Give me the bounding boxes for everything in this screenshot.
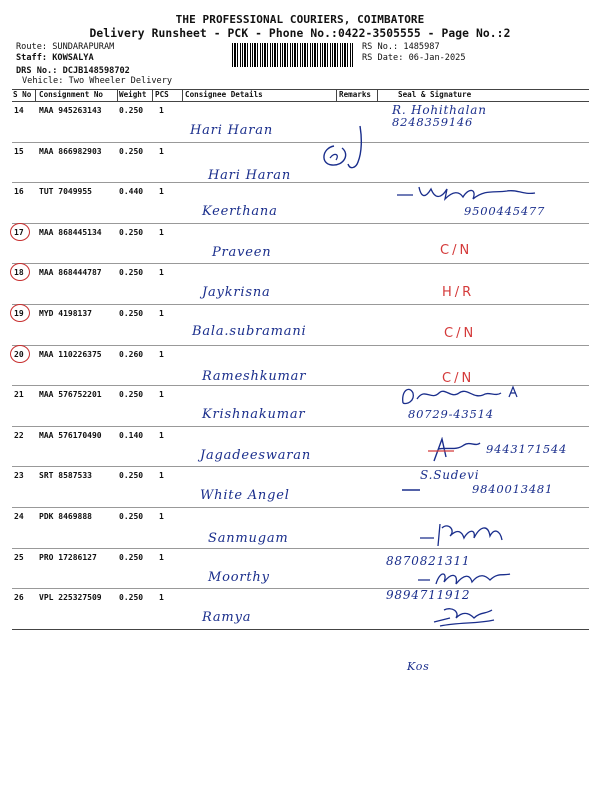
row-pcs: 1 — [159, 349, 164, 359]
row-pcs: 1 — [159, 593, 164, 603]
col-header-sno: S No — [13, 90, 32, 99]
row-pcs: 1 — [159, 106, 164, 115]
red-circle-mark — [10, 263, 30, 281]
row-sno: 17 — [14, 228, 24, 237]
row-sno: 16 — [14, 187, 24, 197]
row-sno: 15 — [14, 146, 24, 156]
rs-no-value: 1485987 — [403, 42, 440, 52]
row-weight: 0.250 — [119, 471, 144, 481]
row-consignment: MAA 576752201 — [39, 390, 102, 400]
row-sno: 19 — [14, 309, 24, 318]
col-header-consignment: Consignment No — [39, 90, 104, 99]
row-pcs: 1 — [159, 430, 164, 440]
route-line: Route: SUNDARAPURAM — [16, 42, 115, 52]
row-consignment: PRO 17286127 — [39, 552, 97, 562]
row-weight: 0.250 — [119, 309, 144, 318]
staff-line: Staff: KOWSALYA — [16, 53, 94, 63]
vehicle-value: Two Wheeler Delivery — [68, 76, 173, 86]
row-seal-status-mark: C/N — [440, 242, 473, 258]
red-circle-mark — [10, 304, 30, 322]
rs-no-line: RS No.: 1485987 — [362, 42, 440, 52]
col-header-seal: Seal & Signature — [398, 90, 472, 99]
signature-row24-icon — [418, 520, 508, 550]
row-consignment: MAA 110226375 — [39, 349, 102, 359]
signature-row22-icon — [424, 437, 484, 463]
row-consignee-handwritten: Sanmugam — [208, 531, 289, 546]
row-seal-phone: 9443171544 — [486, 441, 568, 456]
row-sno: 21 — [14, 390, 24, 400]
row-sno: 24 — [14, 512, 24, 521]
drs-value: DCJB148598702 — [62, 66, 130, 76]
row-consignee-handwritten: Moorthy — [208, 569, 270, 585]
row-pcs: 1 — [159, 227, 164, 237]
row-weight: 0.250 — [119, 146, 144, 156]
row-consignee-handwritten: White Angel — [200, 488, 290, 504]
col-header-weight: Weight — [119, 90, 147, 99]
row-weight: 0.260 — [119, 349, 144, 359]
row-seal-status-mark: C/N — [444, 326, 477, 341]
col-header-consignee: Consignee Details — [185, 90, 263, 99]
row-consignee-handwritten: Jaykrisna — [202, 285, 271, 301]
row-weight: 0.250 — [119, 268, 144, 278]
row-consignment: MAA 866982903 — [39, 146, 102, 156]
row-consignee-handwritten: Jagadeeswaran — [200, 447, 312, 463]
row-consignment: SRT 8587533 — [39, 471, 92, 481]
row-consignment: MAA 945263143 — [39, 106, 102, 115]
row-weight: 0.250 — [119, 512, 144, 521]
row-pcs: 1 — [159, 390, 164, 400]
row-consignment: MYD 4198137 — [39, 309, 92, 318]
row-consignee-handwritten: Rameshkumar — [202, 368, 307, 384]
rs-date-value: 06-Jan-2025 — [408, 53, 466, 63]
row-weight: 0.250 — [119, 552, 144, 562]
red-circle-mark — [10, 223, 30, 241]
row-sno: 18 — [14, 268, 24, 277]
row-sno: 22 — [14, 430, 24, 440]
row-weight: 0.440 — [119, 187, 144, 197]
row-sno: 26 — [14, 593, 24, 603]
row-seal-phone: 9840013481 — [472, 482, 554, 497]
row-sno: 25 — [14, 552, 24, 562]
row-consignee-handwritten: Hari Haran — [208, 167, 292, 183]
runsheet-table — [12, 89, 589, 632]
row-consignee-handwritten: Praveen — [212, 244, 272, 260]
staff-value: KOWSALYA — [52, 53, 94, 63]
row-pcs: 1 — [159, 268, 164, 278]
row-seal-signature: R. Hohithalan — [392, 103, 487, 117]
row-pcs: 1 — [159, 552, 164, 562]
footer-initials: Kos — [407, 660, 430, 673]
row-pcs: 1 — [159, 512, 164, 521]
row-consignment: PDK 8469888 — [39, 512, 92, 521]
row-seal-phone: 9500445477 — [464, 204, 546, 219]
runsheet-subtitle: Delivery Runsheet - PCK - Phone No.:0422-3505555 - Page No.:2 — [89, 27, 511, 40]
row-weight: 0.250 — [119, 106, 144, 115]
signature-row23-icon — [398, 476, 438, 496]
barcode — [232, 43, 354, 67]
row-consignee-handwritten: Bala.subramani — [192, 324, 307, 339]
row-seal-signature: 9894711912 — [386, 588, 471, 603]
row-consignment: MAA 868445134 — [39, 227, 102, 237]
vehicle-line: Vehicle: Two Wheeler Delivery — [22, 76, 173, 86]
rs-date-line: RS Date: 06-Jan-2025 — [362, 53, 466, 63]
drs-line: DRS No.: DCJB148598702 — [16, 66, 130, 76]
red-circle-mark — [10, 345, 30, 363]
signature-row21-icon — [397, 383, 527, 409]
row-pcs: 1 — [159, 471, 164, 481]
row-consignee-handwritten: Ramya — [202, 610, 252, 626]
row-weight: 0.250 — [119, 593, 144, 603]
row-pcs: 1 — [159, 187, 164, 197]
row-sno: 14 — [14, 106, 24, 115]
signature-row26-icon — [430, 604, 500, 628]
row-sno: 23 — [14, 471, 24, 481]
row-consignment: VPL 225327509 — [39, 593, 102, 603]
row-seal-status-mark: H/R — [442, 285, 475, 301]
remark-scribble-icon — [312, 118, 382, 178]
col-header-remarks: Remarks — [339, 90, 372, 99]
row-consignment: MAA 576170490 — [39, 430, 102, 440]
row-consignee-handwritten: Krishnakumar — [202, 407, 306, 423]
row-pcs: 1 — [159, 309, 164, 318]
row-weight: 0.250 — [119, 227, 144, 237]
signature-row25-icon — [414, 566, 524, 588]
company-title: THE PROFESSIONAL COURIERS, COIMBATORE — [175, 13, 425, 26]
signature-row16-icon — [395, 183, 565, 207]
row-sno: 20 — [14, 350, 24, 359]
row-seal-status-mark: C/N — [442, 370, 475, 386]
col-header-pcs: PCS — [155, 90, 169, 99]
row-seal-phone: 8248359146 — [392, 115, 474, 129]
row-seal-signature: S.Sudevi — [420, 468, 480, 483]
row-seal-signature: 8870821311 — [386, 553, 471, 568]
row-consignment: TUT 7049955 — [39, 187, 92, 197]
row-weight: 0.140 — [119, 430, 144, 440]
row-seal-phone: 80729-43514 — [408, 407, 494, 422]
row-consignee-handwritten: Keerthana — [202, 204, 278, 220]
row-consignment: MAA 868444787 — [39, 268, 102, 278]
row-weight: 0.250 — [119, 390, 144, 400]
route-value: SUNDARAPURAM — [52, 42, 115, 52]
row-pcs: 1 — [159, 146, 164, 156]
row-consignee-handwritten: Hari Haran — [190, 123, 274, 138]
